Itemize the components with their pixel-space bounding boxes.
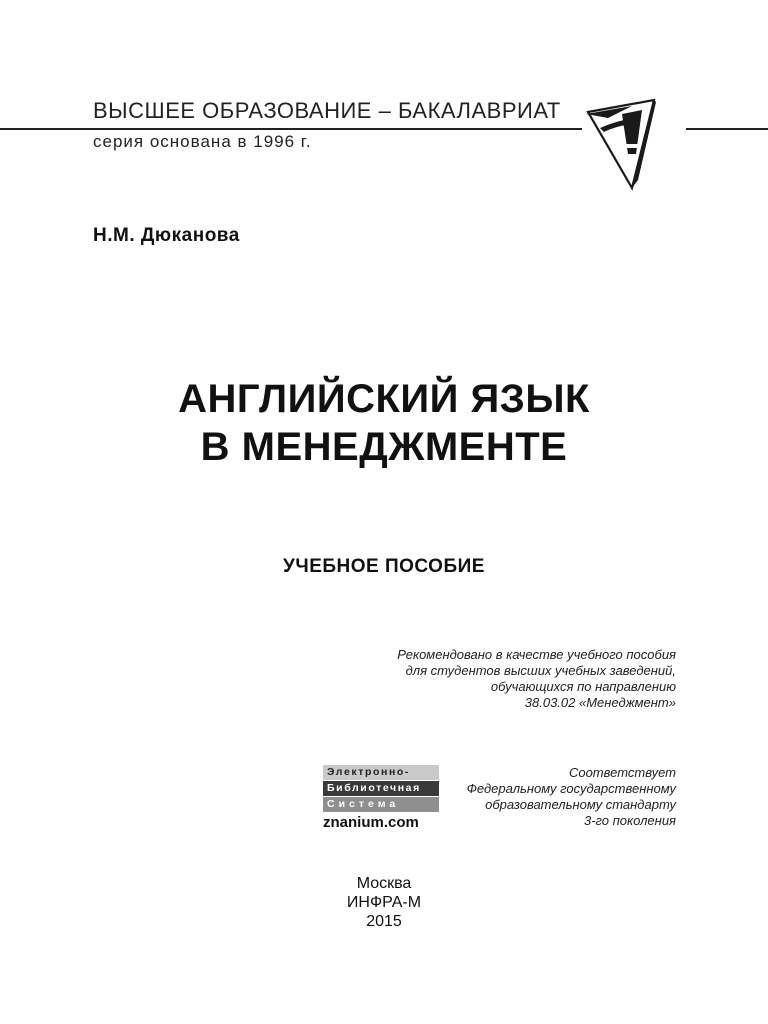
recommendation-line: 38.03.02 «Менеджмент»	[524, 695, 676, 710]
standard-line: Федеральному государственному	[466, 781, 676, 796]
book-title-line-2: В МЕНЕДЖМЕНТЕ	[200, 425, 568, 469]
recommendation-line: Рекомендовано в качестве учебного пособия	[397, 647, 676, 662]
imprint	[0, 874, 768, 931]
series-subtitle: серия основана в 1996 г.	[93, 132, 312, 151]
torch-triangle-icon	[582, 92, 686, 192]
ebs-site-name: znanium.com	[323, 814, 419, 831]
standard-line: Соответствует	[568, 765, 676, 780]
recommendation-line: обучающихся по направлению	[490, 679, 676, 694]
ebs-logo-line-2: Библиотечная	[323, 781, 439, 796]
author-name: Н.М. Дюканова	[93, 225, 240, 246]
series-title: ВЫСШЕЕ ОБРАЗОВАНИЕ – БАКАЛАВРИАТ	[93, 98, 561, 123]
standard-note	[440, 765, 676, 829]
standard-line: образовательному стандарту	[485, 797, 676, 812]
recommendation-line: для студентов высших учебных заведений,	[405, 663, 676, 678]
imprint-year: 2015	[366, 913, 402, 930]
book-type: УЧЕБНОЕ ПОСОБИЕ	[283, 556, 485, 577]
book-title	[0, 375, 768, 471]
recommendation-note	[330, 647, 676, 711]
imprint-city: Москва	[356, 875, 412, 892]
book-title-line-1: АНГЛИЙСКИЙ ЯЗЫК	[178, 377, 590, 421]
ebs-logo-line-3: Система	[323, 797, 439, 812]
imprint-publisher: ИНФРА-М	[346, 894, 422, 911]
ebs-logo-line-1: Электронно-	[323, 765, 439, 780]
standard-line: 3-го поколения	[583, 813, 676, 828]
ebs-logo	[323, 765, 443, 831]
